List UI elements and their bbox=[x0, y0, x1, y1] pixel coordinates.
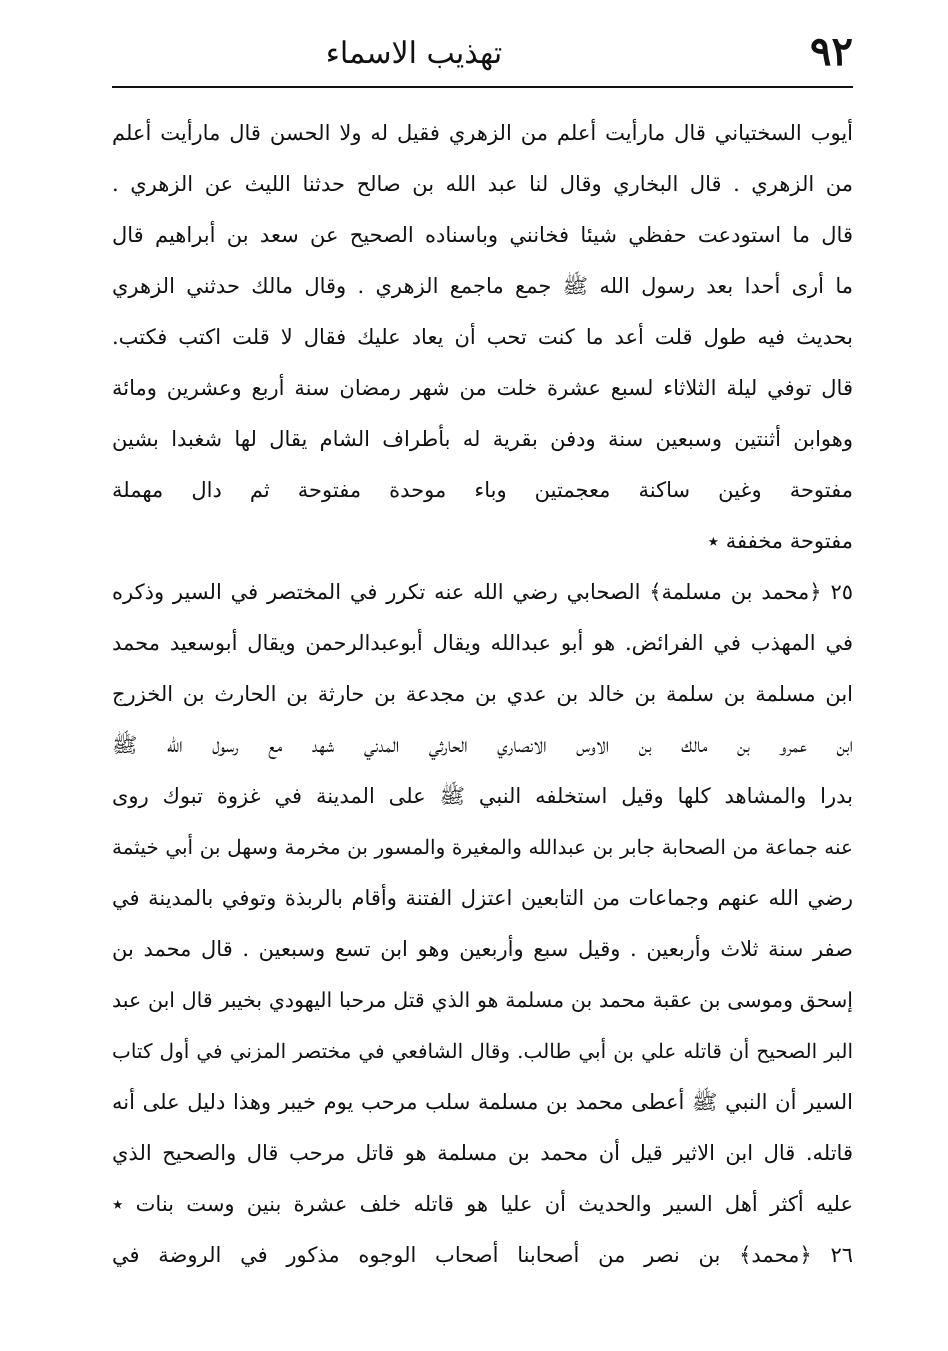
text-line: عنه جماعة من الصحابة جابر بن عبدالله والمغيرة والمسور بن مخرمة وسهل بن أبي خيثمة bbox=[112, 835, 853, 859]
text-line: بحديث فيه طول قلت أعد ما كنت تحب أن يعاد عليك فقال لا قلت اكتب فكتب. bbox=[112, 325, 853, 349]
text-line: ما أرى أحدا بعد رسول الله ﷺ جمع ماجمع الزهري . وقال مالك حدثني الزهري bbox=[112, 274, 853, 298]
text-line: قاتله. قال ابن الاثير قيل أن محمد بن مسلمة هو قاتل مرحب قال والصحيح الذي bbox=[112, 1141, 853, 1165]
text-line: قال ما استودعت حفظي شيئا فخانني وباسناده الصحيح عن سعد بن أبراهيم قال bbox=[112, 223, 853, 247]
text-line: مفتوحة مخففة ٭ bbox=[707, 529, 853, 553]
text-line: عليه أكثر أهل السير والحديث أن عليا هو قاتله خلف عشرة بنين وست بنات ٭ bbox=[112, 1192, 853, 1216]
page-header bbox=[115, 28, 853, 80]
text-line: السير أن النبي ﷺ أعطى محمد بن مسلمة سلب مرحب يوم خيبر وهذا دليل على أنه bbox=[112, 1090, 853, 1114]
text-line: أيوب السختياني قال مارأيت أعلم من الزهري فقيل له ولا الحسن قال مارأيت أعلم bbox=[112, 121, 853, 145]
text-line: ابن عمرو بن مالك بن الاوس الانصاري الحارثي المدني شهد مع رسول الله ﷺ bbox=[112, 733, 853, 757]
text-line: ابن مسلمة بن سلمة بن خالد بن عدي بن مجدعة بن حارثة بن الحارث بن الخزرج bbox=[112, 682, 853, 706]
text-line: قال توفي ليلة الثلاثاء لسبع عشرة خلت من شهر رمضان سنة أربع وعشرين ومائة bbox=[112, 376, 853, 400]
text-line: بدرا والمشاهد كلها وقيل استخلفه النبي ﷺ على المدينة في غزوة تبوك روى bbox=[112, 784, 853, 808]
body-text bbox=[112, 108, 853, 1281]
text-line: صفر سنة ثلاث وأربعين . وقيل سبع وأربعين وهو ابن تسع وسبعين . قال محمد بن bbox=[112, 937, 853, 961]
text-line: وهوابن أثنتين وسبعين سنة ودفن بقرية له بأطراف الشام يقال لها شغبدا بشين bbox=[112, 427, 853, 451]
text-line: من الزهري . قال البخاري وقال لنا عبد الله بن صالح حدثنا الليث عن الزهري . bbox=[112, 172, 853, 196]
entry-heading-line: ٢٥ ﴿محمد بن مسلمة﴾ الصحابي رضي الله عنه تكرر في المختصر في السير وذكره bbox=[112, 580, 853, 604]
text-line: في المهذب في الفرائض. هو أبو عبدالله ويقال أبوعبدالرحمن ويقال أبوسعيد محمد bbox=[112, 631, 853, 655]
text-line: مفتوحة وغين ساكنة معجمتين وباء موحدة مفتوحة ثم دال مهملة bbox=[112, 478, 853, 502]
header-rule bbox=[112, 86, 853, 88]
text-line: إسحق وموسى بن عقبة محمد بن مسلمة هو الذي قتل مرحبا اليهودي بخيبر قال ابن عبد bbox=[112, 988, 853, 1012]
running-title: تهذيب الاسماء bbox=[325, 36, 503, 71]
entry-heading-line: ٢٦ ﴿محمد﴾ بن نصر من أصحابنا أصحاب الوجوه مذكور في الروضة في bbox=[112, 1243, 853, 1267]
text-line: البر الصحيح أن قاتله علي بن أبي طالب. وقال الشافعي في مختصر المزني في أول كتاب bbox=[112, 1039, 853, 1063]
text-line: رضي الله عنهم وجماعات من التابعين اعتزل الفتنة وأقام بالربذة وتوفي بالمدينة في bbox=[112, 886, 853, 910]
page-number: ٩٢ bbox=[810, 28, 853, 75]
